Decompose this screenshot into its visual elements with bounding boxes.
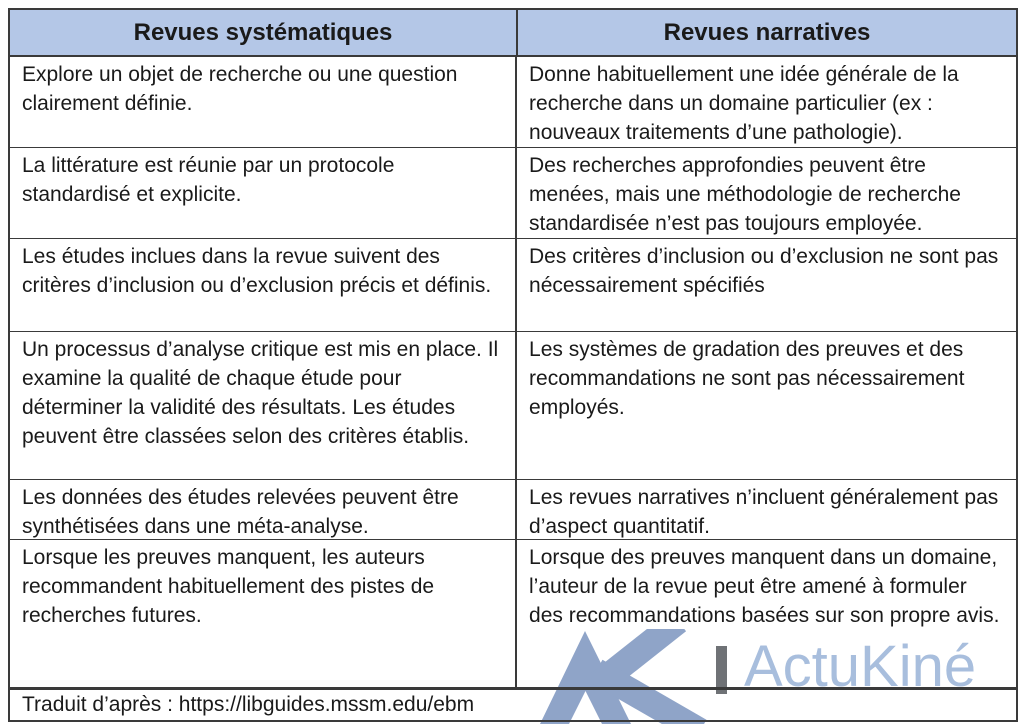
header-narrative-reviews: Revues narratives — [663, 19, 871, 46]
table-row — [10, 540, 1016, 688]
table-row — [10, 148, 1016, 239]
systematic-cell-4: Un processus d’analyse critique est mis en place. Il examine la qualité de chaque étude pour déterminer la validité des résultats. Les études peuvent être classées selon des critères établis. — [10, 332, 517, 479]
table-row — [10, 332, 1016, 480]
systematic-cell-5: Les données des études relevées peuvent être synthétisées dans une méta-analyse. — [10, 480, 517, 539]
narrative-cell-3: Des critères d’inclusion ou d’exclusion ne sont pas nécessairement spécifiés — [529, 245, 999, 297]
narrative-cell-5: Les revues narratives n’incluent généralement pas d’aspect quantitatif. — [529, 486, 999, 538]
table-header-row — [10, 10, 1016, 57]
systematic-cell-6: Lorsque les preuves manquent, les auteurs recommandent habituellement des pistes de recherches futures. — [10, 540, 517, 687]
narrative-cell-4: Les systèmes de gradation des preuves et des recommandations ne sont pas nécessairement employés. — [529, 338, 965, 419]
narrative-cell-1: Donne habituellement une idée générale de la recherche dans un domaine particulier (ex : nouveaux traitements d’une pathologie). — [529, 63, 959, 144]
table-row — [10, 480, 1016, 540]
systematic-cell-3: Les études inclues dans la revue suivent des critères d’inclusion ou d’exclusion précis et définis. — [10, 239, 517, 331]
table-row — [10, 239, 1016, 332]
systematic-cell-2: La littérature est réunie par un protocole standardisé et explicite. — [10, 148, 517, 238]
narrative-cell-6: Lorsque des preuves manquent dans un domaine, l’auteur de la revue peut être amené à formuler des recommandations basées sur son propre avis. — [529, 546, 1000, 627]
systematic-cell-1: Explore un objet de recherche ou une question clairement définie. — [10, 57, 517, 147]
header-systematic-reviews: Revues systématiques — [10, 10, 518, 55]
table-row — [10, 57, 1016, 148]
comparison-table — [8, 8, 1018, 722]
brand-name: ActuKiné — [744, 634, 977, 699]
narrative-cell-2: Des recherches approfondies peuvent être menées, mais une méthodologie de recherche standardisée n’est pas toujours employée. — [529, 154, 961, 235]
source-note: Traduit d’après : https://libguides.mssm.edu/ebm — [10, 688, 1016, 720]
